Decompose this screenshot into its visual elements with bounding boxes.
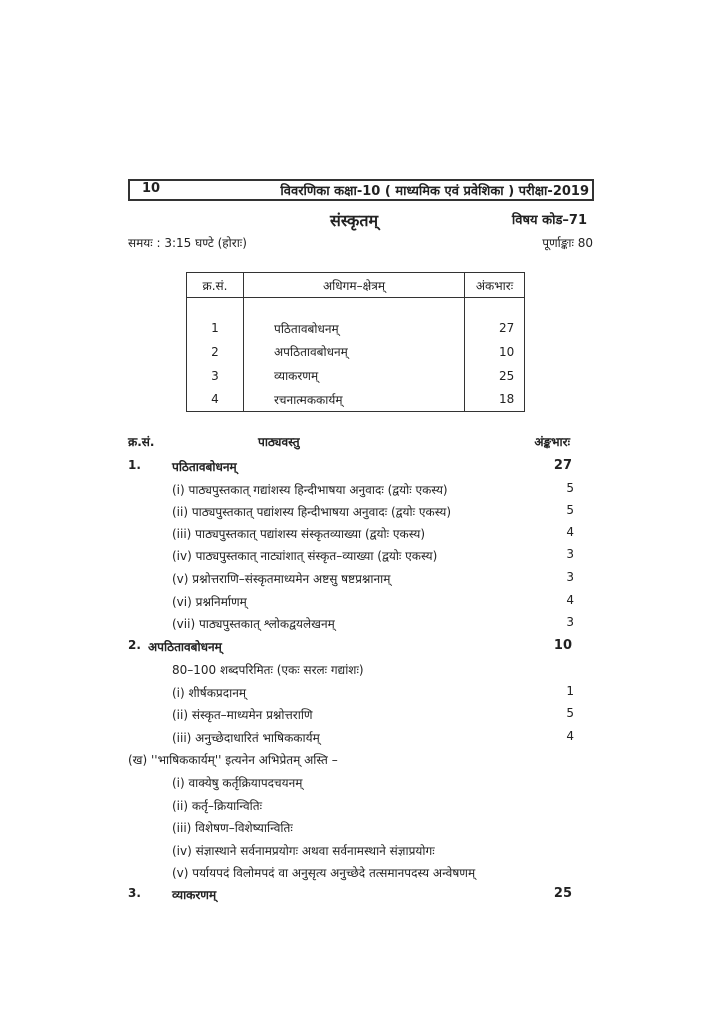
summary-table [186,272,525,412]
exam-time: समयः : 3:15 घण्टे (होराः) [128,236,247,250]
list-item: (vi) प्रश्ननिर्माणम् [172,595,247,609]
list-item: (ii) पाठ्यपुस्तकात् पद्यांशस्य हिन्दीभाषया अनुवादः (द्वयोः एकस्य) [172,505,452,519]
content-header-marks: अंङ्कभारः [534,435,570,449]
subject-code: विषय कोड–71 [511,213,587,228]
item-marks: 5 [566,706,574,720]
section-2-num: 2. [128,638,141,652]
row-marks: 27 [465,316,525,340]
list-item: (iv) पाठ्यपुस्तकात् नाट्यांशात् संस्कृत–व्याख्या (द्वयोः एकस्य) [172,549,438,563]
item-marks: 4 [566,593,574,607]
list-item: (i) शीर्षकप्रदानम् [172,686,247,700]
content-header-content: पाठ्यवस्तु [258,435,300,449]
section-2-intro: 80–100 शब्दपरिमितः (एकः सरलः गद्यांशः) [172,663,364,677]
item-marks: 3 [566,547,574,561]
page-number: 10 [142,181,161,196]
item-marks: 4 [566,525,574,539]
list-item: (vii) पाठ्यपुस्तकात् श्लोकद्वयलेखनम् [172,617,335,631]
table-row [187,364,525,388]
item-marks: 5 [566,481,574,495]
col-header-area: अधिगम–क्षेत्रम् [244,273,465,298]
list-item: (ii) संस्कृत–माध्यमेन प्रश्नोत्तराणि [172,708,313,722]
full-marks: पूर्णाङ्काः 80 [542,236,593,250]
list-item: (ii) कर्तृ–क्रियान्वितिः [172,799,263,813]
row-area: रचनात्मककार्यम् [244,388,465,412]
table-row [187,316,525,340]
row-marks: 10 [465,340,525,364]
row-sn: 4 [187,388,244,412]
col-header-marks: अंकभारः [465,273,525,298]
item-marks: 1 [566,684,574,698]
list-item: (iii) पाठ्यपुस्तकात् पद्यांशस्य संस्कृतव्याख्या (द्वयोः एकस्य) [172,527,426,541]
section-3-marks: 25 [553,886,572,901]
header-title: विवरणिका कक्षा-10 ( माध्यमिक एवं प्रवेशिका ) परीक्षा-2019 [280,184,589,199]
section-3-num: 3. [128,886,141,900]
summary-header-row [187,273,525,298]
item-marks: 5 [566,503,574,517]
row-area: अपठितावबोधनम् [244,340,465,364]
row-sn: 1 [187,316,244,340]
item-marks: 3 [566,615,574,629]
kha-note: (ख) ''भाषिककार्यम्'' इत्यनेन अभिप्रेतम् अस्ति – [128,753,338,767]
list-item: (i) पाठ्यपुस्तकात् गद्यांशस्य हिन्दीभाषया अनुवादः (द्वयोः एकस्य) [172,483,448,497]
list-item: (i) वाक्येषु कर्तृक्रियापदचयनम् [172,776,303,790]
list-item: (iii) अनुच्छेदाधारितं भाषिककार्यम् [172,731,320,745]
list-item: (iii) विशेषण–विशेष्यान्वितिः [172,821,293,835]
row-sn: 2 [187,340,244,364]
list-item: (iv) संज्ञास्थाने सर्वनामप्रयोगः अथवा सर्वनामस्थाने संज्ञाप्रयोगः [172,844,435,858]
spacer-row [187,298,525,317]
item-marks: 4 [566,729,574,743]
section-3-title: व्याकरणम् [172,888,217,902]
row-area: पठितावबोधनम् [244,316,465,340]
col-header-sn: क्र.सं. [187,273,244,298]
list-item: (v) पर्यायपदं विलोमपदं वा अनुसृत्य अनुच्छेदे तत्समानपदस्य अन्वेषणम् [172,866,476,880]
section-1-title: पठितावबोधनम् [172,460,237,474]
subject-title: संस्कृतम् [330,211,379,230]
row-marks: 25 [465,364,525,388]
section-2-marks: 10 [553,638,572,653]
list-item: (v) प्रश्नोत्तराणि–संस्कृतमाध्यमेन अष्टसु षष्टप्रश्नानाम् [172,572,391,586]
item-marks: 3 [566,570,574,584]
section-1-marks: 27 [553,458,572,473]
row-marks: 18 [465,388,525,412]
row-sn: 3 [187,364,244,388]
content-header-sn: क्र.सं. [128,435,155,449]
table-row [187,388,525,412]
section-2-title: अपठितावबोधनम् [148,640,222,654]
row-area: व्याकरणम् [244,364,465,388]
table-row [187,340,525,364]
section-1-num: 1. [128,458,141,472]
